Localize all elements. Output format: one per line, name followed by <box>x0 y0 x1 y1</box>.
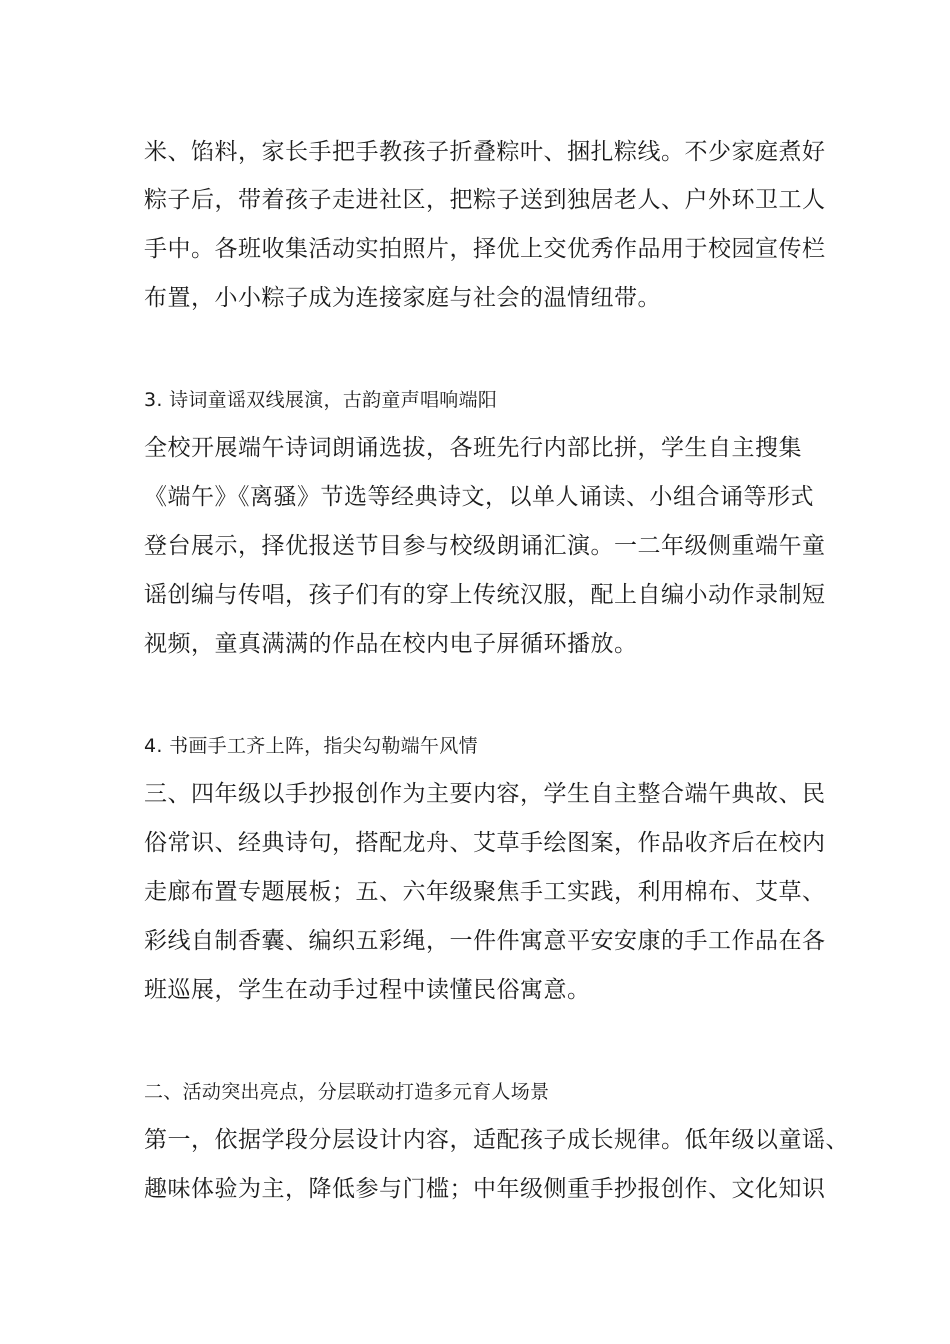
paragraph-line: 登台展示，择优报送节目参与校级朗诵汇演。一二年级侧重端午童 <box>144 533 826 559</box>
paragraph-line: 布置，小小粽子成为连接家庭与社会的温情纽带。 <box>144 285 661 311</box>
paragraph-line: 俗常识、经典诗句，搭配龙舟、艾草手绘图案，作品收齐后在校内 <box>144 830 826 856</box>
paragraph-line: 谣创编与传唱，孩子们有的穿上传统汉服，配上自编小动作录制短 <box>144 582 826 608</box>
paragraph-line: 彩线自制香囊、编织五彩绳，一件件寓意平安安康的手工作品在各 <box>144 928 826 954</box>
paragraph-line: 三、四年级以手抄报创作为主要内容，学生自主整合端午典故、民 <box>144 781 826 807</box>
paragraph-line: 《端午》《离骚》节选等经典诗文，以单人诵读、小组合诵等形式 <box>144 484 814 510</box>
section-heading-4: 4. 书画手工齐上阵，指尖勾勒端午风情 <box>144 735 478 757</box>
paragraph-line: 全校开展端午诗词朗诵选拔，各班先行内部比拼，学生自主搜集 <box>144 435 802 461</box>
paragraph-line: 视频，童真满满的作品在校内电子屏循环播放。 <box>144 631 638 657</box>
section-heading-3: 3. 诗词童谣双线展演，古韵童声唱响端阳 <box>144 389 498 411</box>
paragraph-line: 第一，依据学段分层设计内容，适配孩子成长规律。低年级以童谣、 <box>144 1127 849 1153</box>
paragraph-line: 趣味体验为主，降低参与门槛；中年级侧重手抄报创作、文化知识 <box>144 1176 826 1202</box>
section-heading-part-2: 二、活动突出亮点，分层联动打造多元育人场景 <box>144 1081 550 1103</box>
paragraph-line: 走廊布置专题展板；五、六年级聚焦手工实践，利用棉布、艾草、 <box>144 879 826 905</box>
paragraph-line: 粽子后，带着孩子走进社区，把粽子送到独居老人、户外环卫工人 <box>144 187 826 213</box>
paragraph-line: 手中。各班收集活动实拍照片，择优上交优秀作品用于校园宣传栏 <box>144 236 826 262</box>
paragraph-line: 米、馅料，家长手把手教孩子折叠粽叶、捆扎粽线。不少家庭煮好 <box>144 139 826 165</box>
paragraph-line: 班巡展，学生在动手过程中读懂民俗寓意。 <box>144 977 591 1003</box>
